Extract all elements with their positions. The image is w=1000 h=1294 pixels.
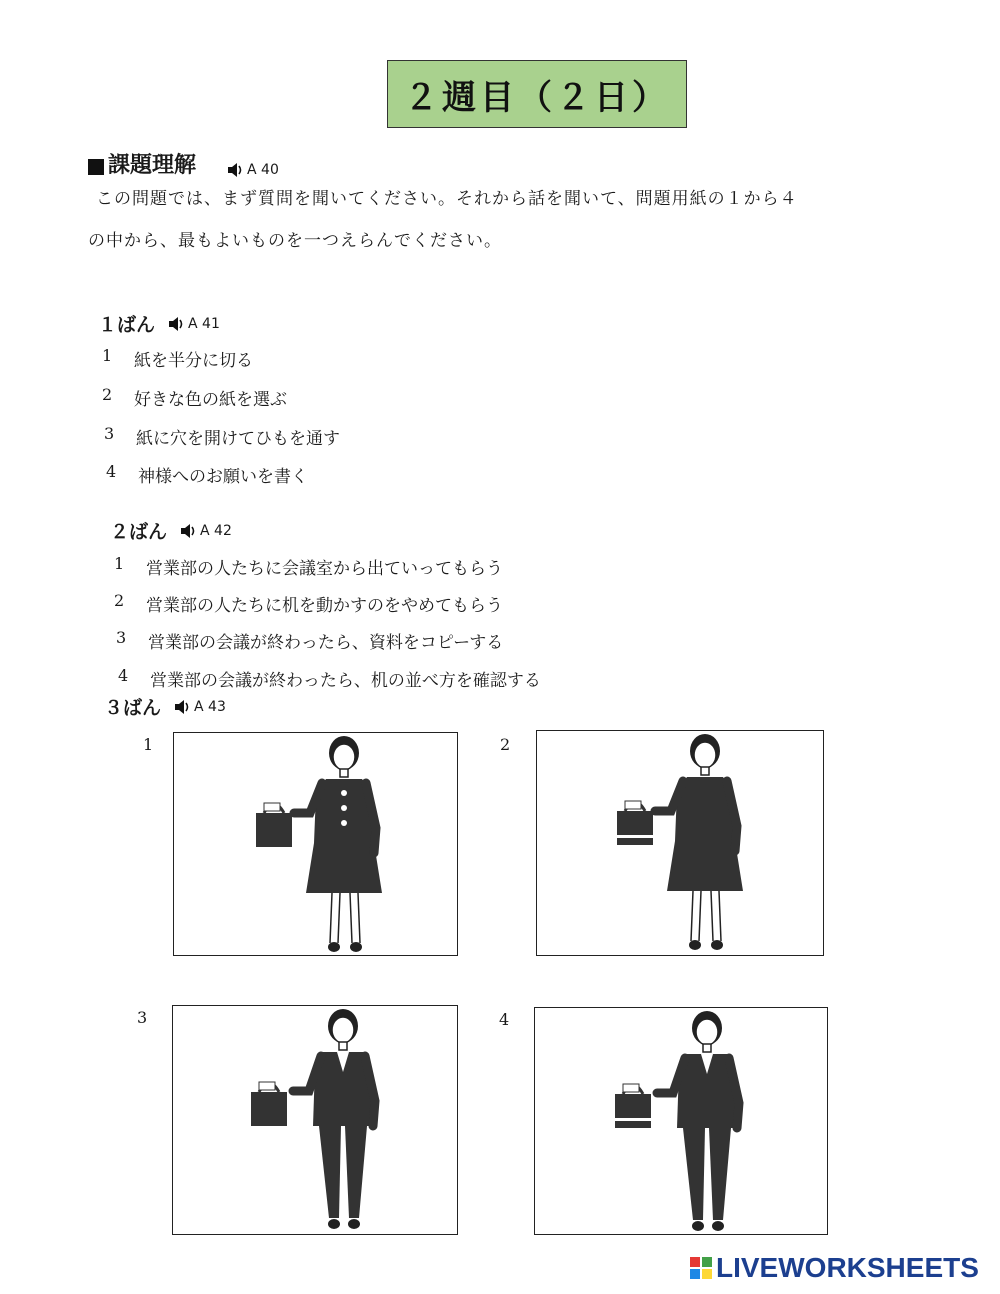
woman-in-suit-figure <box>597 1008 797 1234</box>
brand-squares-icon <box>690 1257 712 1279</box>
woman-in-suit-figure <box>233 1006 433 1234</box>
section-heading <box>88 148 279 179</box>
option-number: 1 <box>102 346 113 365</box>
brand-text: LIVEWORKSHEETS <box>716 1252 979 1283</box>
instruction-line-1: この問題では、まず質問を聞いてください。それから話を聞いて、問題用紙の１から４ <box>96 189 798 209</box>
instruction-line-2: の中から、最もよいものを一つえらんでください。 <box>88 231 502 251</box>
question-label: ３ばん <box>104 697 162 719</box>
picture-number: 2 <box>500 735 511 754</box>
question-label: ２ばん <box>110 521 168 543</box>
option-text: 営業部の会議が終わったら、資料をコピーする <box>148 633 504 653</box>
q1-option-1[interactable] <box>102 346 253 371</box>
option-text: 営業部の会議が終わったら、机の並べ方を確認する <box>150 671 541 691</box>
woman-in-dress-figure <box>595 731 795 955</box>
woman-in-dress-figure <box>234 733 434 957</box>
question-label: １ばん <box>98 314 156 336</box>
q2-option-1[interactable] <box>114 554 503 579</box>
q1-option-4[interactable] <box>106 462 308 487</box>
speaker-icon <box>173 698 191 716</box>
square-bullet-icon <box>88 159 104 175</box>
q1-option-3[interactable] <box>104 424 340 449</box>
question-1-heading <box>98 310 220 337</box>
option-number: 3 <box>116 628 127 647</box>
option-text: 営業部の人たちに机を動かすのをやめてもらう <box>146 596 503 616</box>
question-3-heading <box>104 693 226 720</box>
picture-number: 1 <box>143 735 154 754</box>
q2-option-3[interactable] <box>116 628 503 653</box>
audio-label: A 43 <box>194 698 226 715</box>
speaker-icon <box>167 315 185 333</box>
option-number: 2 <box>102 385 113 404</box>
q2-option-4[interactable] <box>118 666 541 691</box>
audio-track[interactable] <box>173 698 226 716</box>
option-number: 4 <box>106 462 117 481</box>
answer-picture-1[interactable] <box>173 732 458 956</box>
picture-number: 3 <box>137 1008 148 1027</box>
speaker-icon <box>179 522 197 540</box>
q2-option-2[interactable] <box>114 591 503 616</box>
answer-picture-2[interactable] <box>536 730 824 956</box>
page-title: ２週目（２日） <box>387 60 687 128</box>
option-number: 2 <box>114 591 125 610</box>
audio-label: A 41 <box>188 315 220 332</box>
speaker-icon <box>226 161 244 179</box>
audio-track[interactable] <box>167 315 220 333</box>
option-number: 1 <box>114 554 125 573</box>
option-text: 営業部の人たちに会議室から出ていってもらう <box>146 559 503 579</box>
picture-number: 4 <box>499 1010 510 1029</box>
section-title: 課題理解 <box>108 153 197 178</box>
option-number: 3 <box>104 424 115 443</box>
answer-picture-4[interactable] <box>534 1007 828 1235</box>
option-text: 好きな色の紙を選ぶ <box>134 390 287 410</box>
answer-picture-3[interactable] <box>172 1005 458 1235</box>
option-text: 紙に穴を開けてひもを通す <box>136 429 340 449</box>
question-2-heading <box>110 517 232 544</box>
audio-label: A 42 <box>200 522 232 539</box>
audio-label: A 40 <box>247 162 279 178</box>
option-number: 4 <box>118 666 129 685</box>
liveworksheets-logo[interactable] <box>690 1252 979 1284</box>
q1-option-2[interactable] <box>102 385 287 410</box>
option-text: 紙を半分に切る <box>134 351 253 371</box>
audio-track[interactable] <box>179 522 232 540</box>
option-text: 神様へのお願いを書く <box>138 467 308 487</box>
audio-track[interactable] <box>226 161 279 179</box>
